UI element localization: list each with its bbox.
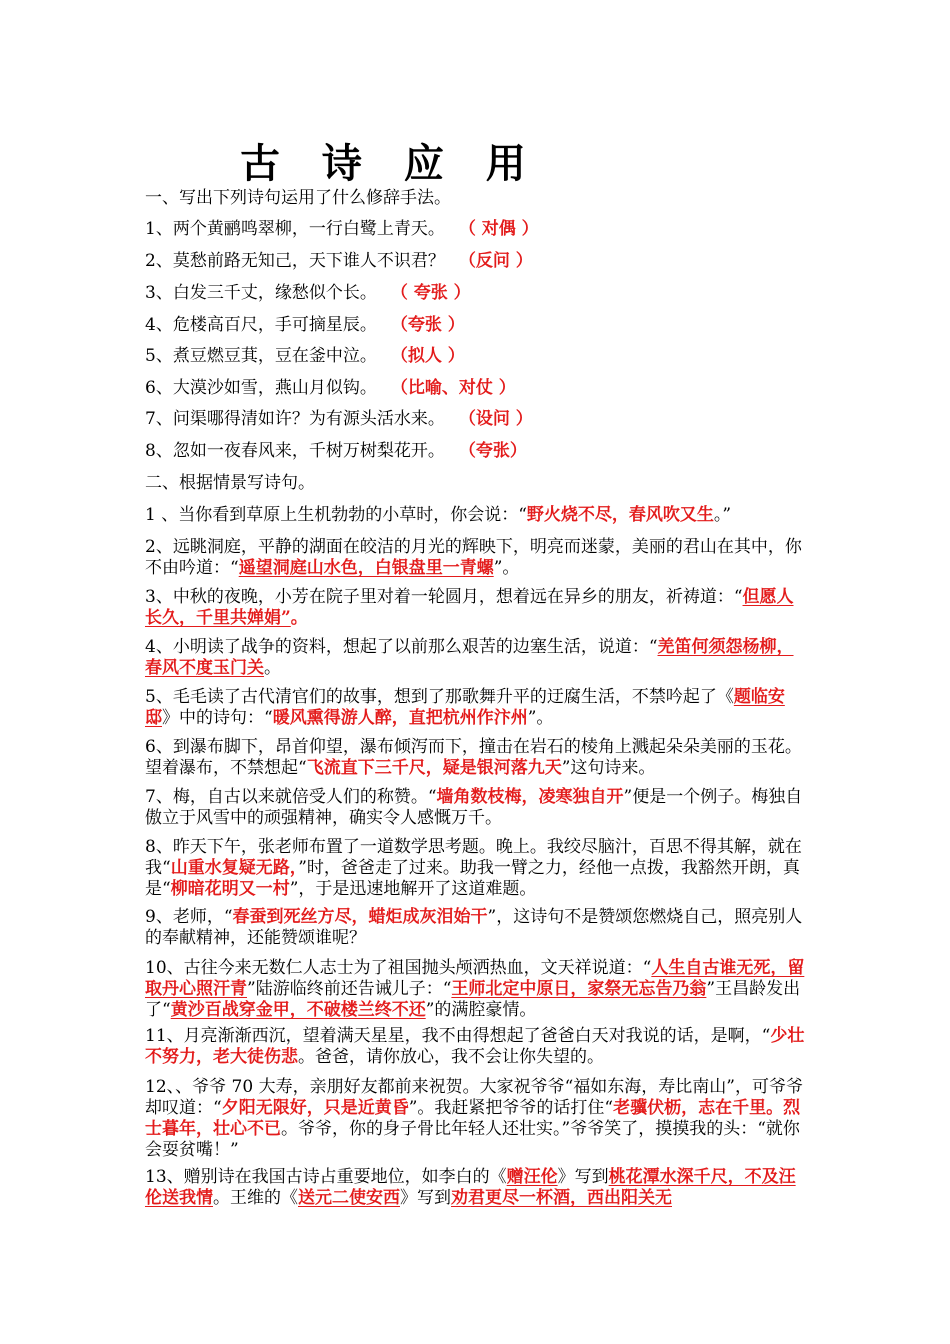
answer: （拟人 ） xyxy=(390,346,465,366)
scenario-1: 1 、当你看到草原上生机勃勃的小草时，你会说：“野火烧不尽，春风吹又生。” xyxy=(145,505,732,525)
section2-heading: 二、根据情景写诗句。 xyxy=(145,473,315,493)
scenario-6: 6、到瀑布脚下，昂首仰望，瀑布倾泻而下，撞击在岩石的棱角上溅起朵朵美丽的玉花。望着瀑布，不禁想起“飞流直下三千尺，疑是银河落九天”这句诗来。 xyxy=(145,737,802,778)
rhetoric-item-3: 3、白发三千丈，缘愁似个长。 （ 夸张 ） xyxy=(145,283,471,303)
answer: （反问 ） xyxy=(458,251,533,271)
rhetoric-item-4: 4、危楼高百尺，手可摘星辰。 （夸张 ） xyxy=(145,315,465,335)
answer: （ 夸张 ） xyxy=(390,283,471,303)
scenario-9: 9、老师，“春蚕到死丝方尽，蜡炬成灰泪始干”，这诗句不是赞颂您燃烧自己，照亮别人的奉献精神，还能赞颂谁呢？ xyxy=(145,907,803,948)
scenario-12: 12、、爷爷 70 大寿，亲朋好友都前来祝贺。大家祝爷爷“福如东海，寿比南山”，可爷爷却叹道：“夕阳无限好，只是近黄昏”。我赶紧把爷爷的话打住“老骥伏枥，志在千里。烈士暮年，壮心不已。爷爷，你的身子骨比年轻人还壮实。”爷爷笑了，摸摸我的头：“就你会耍贫嘴！” xyxy=(145,1077,803,1160)
rhetoric-item-8: 8、忽如一夜春风来，千树万树梨花开。 （夸张） xyxy=(145,441,527,461)
answer: （设问 ） xyxy=(458,409,533,429)
scenario-3: 3、中秋的夜晚，小芳在院子里对着一轮圆月，想着远在异乡的朋友，祈祷道：“但愿人长久，千里共婵娟”。 xyxy=(145,587,794,628)
answer: （夸张） xyxy=(458,441,527,461)
scenario-10: 10、古往今来无数仁人志士为了祖国抛头颅洒热血，文天祥说道：“人生自古谁无死，留取丹心照汗青”陆游临终前还告诫儿子：“王师北定中原日，家祭无忘告乃翁”王昌龄发出了“黄沙百战穿金甲，不破楼兰终不还”的满腔豪情。 xyxy=(145,958,805,1020)
scenario-11: 11、月亮渐渐西沉，望着满天星星，我不由得想起了爸爸白天对我说的话，是啊，“少壮不努力，老大徒伤悲。爸爸，请你放心，我不会让你失望的。 xyxy=(145,1026,805,1067)
rhetoric-item-1: 1、两个黄鹂鸣翠柳，一行白鹭上青天。 （ 对偶 ） xyxy=(145,219,539,239)
rhetoric-item-2: 2、莫愁前路无知己，天下谁人不识君？ （反问 ） xyxy=(145,251,533,271)
scenario-7: 7、梅，自古以来就倍受人们的称赞。“墙角数枝梅，凌寒独自开”便是一个例子。梅独自傲立于风雪中的顽强精神，确实令人感慨万千。 xyxy=(145,787,803,828)
rhetoric-item-6: 6、大漠沙如雪，燕山月似钩。 （比喻、对仗 ） xyxy=(145,378,516,398)
rhetoric-item-5: 5、煮豆燃豆萁，豆在釜中泣。 （拟人 ） xyxy=(145,346,465,366)
scenario-5: 5、毛毛读了古代清官们的故事，想到了那歌舞升平的迂腐生活，不禁吟起了《题临安邸》中的诗句：“暖风熏得游人醉，直把杭州作汴州”。 xyxy=(145,687,785,728)
answer: （ 对偶 ） xyxy=(458,219,539,239)
answer: （夸张 ） xyxy=(390,315,465,335)
scenario-2: 2、远眺洞庭，平静的湖面在皎洁的月光的辉映下，明亮而迷蒙，美丽的君山在其中，你不由吟道：“遥望洞庭山水色，白银盘里一青螺”。 xyxy=(145,537,802,578)
section1-heading: 一、写出下列诗句运用了什么修辞手法。 xyxy=(145,188,451,208)
scenario-13: 13、赠别诗在我国古诗占重要地位，如李白的《赠汪伦》写到桃花潭水深千尺，不及汪伦送我情。王维的《送元二使安西》写到劝君更尽一杯酒，西出阳关无 xyxy=(145,1167,796,1208)
page-title: 古 诗 应 用 xyxy=(240,141,540,187)
rhetoric-item-7: 7、问渠哪得清如许？为有源头活水来。 （设问 ） xyxy=(145,409,533,429)
scenario-8: 8、昨天下午，张老师布置了一道数学思考题。晚上。我绞尽脑汁，百思不得其解，就在我“山重水复疑无路，”时，爸爸走了过来。助我一臂之力，经他一点拨，我豁然开朗，真是“柳暗花明又一村”，于是迅速地解开了这道难题。 xyxy=(145,837,802,899)
answer: （比喻、对仗 ） xyxy=(390,378,516,398)
scenario-4: 4、小明读了战争的资料，想起了以前那么艰苦的边塞生活，说道：“羌笛何须怨杨柳，春风不度玉门关。 xyxy=(145,637,794,678)
